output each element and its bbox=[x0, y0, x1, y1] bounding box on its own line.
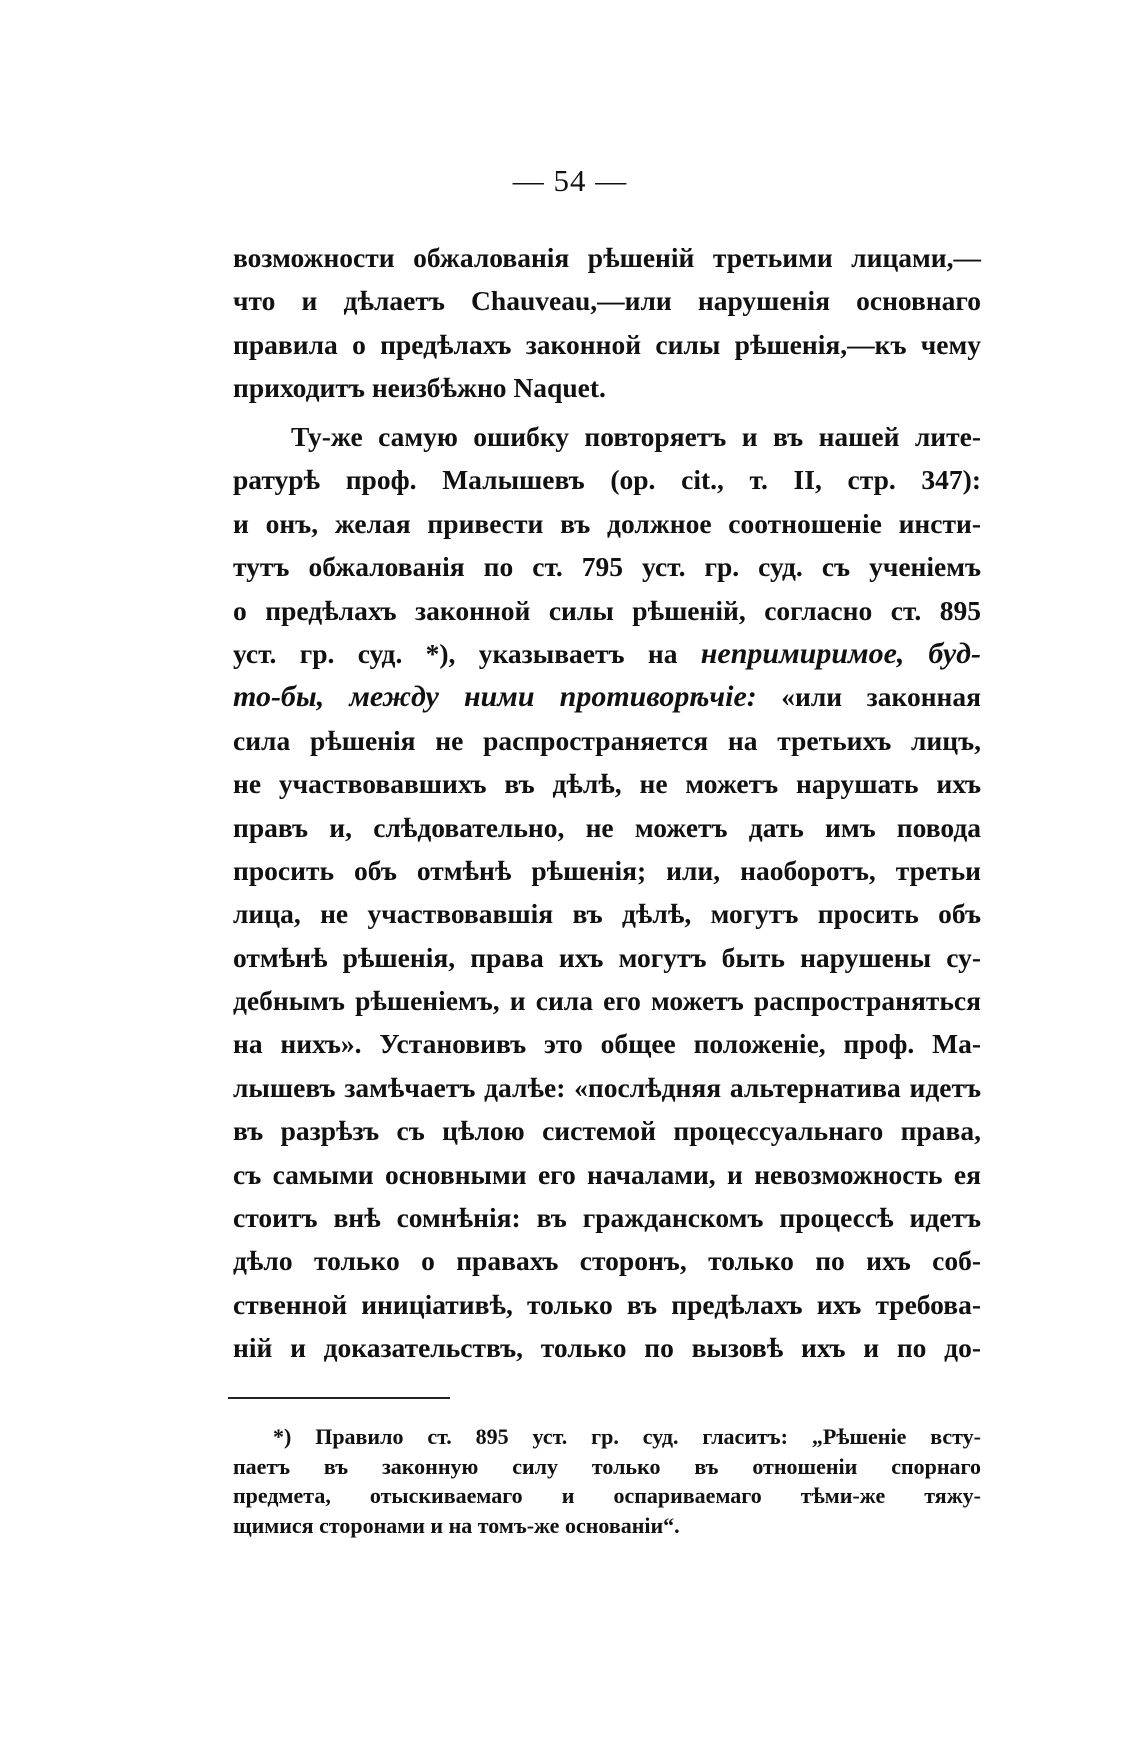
text-line: лышевъ замѣчаетъ далѣе: «послѣдняя альтернатива идетъ bbox=[233, 1071, 981, 1103]
text-line: на нихъ». Установивъ это общее положеніе, проф. Ма- bbox=[233, 1028, 981, 1060]
text-run: «или законная bbox=[756, 681, 982, 713]
text-line: ственной иниціативѣ, только въ предѣлахъ ихъ требова- bbox=[233, 1288, 981, 1320]
text-line: дѣло только о правахъ сторонъ, только по ихъ соб- bbox=[233, 1245, 981, 1277]
text-line bbox=[233, 632, 981, 675]
footnote-line: щимися сторонами и на томъ-же основаніи“. bbox=[233, 1512, 680, 1538]
text-line: и онъ, желая привести въ должное соотношеніе инсти- bbox=[233, 507, 981, 539]
text-line: ній и доказательствъ, только по вызовѣ ихъ и по до- bbox=[233, 1332, 981, 1364]
text-line: дебнымъ рѣшеніемъ, и сила его можетъ распространяться bbox=[233, 985, 981, 1017]
text-line: стоитъ внѣ сомнѣнія: въ гражданскомъ процессѣ идетъ bbox=[233, 1202, 981, 1234]
text-line: что и дѣлаетъ Chauveau,—или нарушенія основнаго bbox=[233, 285, 981, 317]
text-run: уст. гр. суд. *), указываетъ на bbox=[233, 637, 701, 669]
footnote-line: паетъ въ законную силу только въ отношеніи спорнаго bbox=[233, 1453, 981, 1479]
paragraph-1 bbox=[233, 236, 981, 410]
emphasized-text: то-бы, между ними противорѣчіе: bbox=[233, 680, 757, 714]
text-line: отмѣнѣ рѣшенія, права ихъ могутъ быть нарушены су- bbox=[233, 941, 981, 973]
paragraph-2 bbox=[233, 415, 981, 1370]
text-line: лица, не участвовавшія въ дѣлѣ, могутъ просить объ bbox=[233, 898, 981, 930]
text-line: Ту-же самую ошибку повторяетъ и въ нашей лите- bbox=[291, 421, 981, 452]
text-line: тутъ обжалованія по ст. 795 уст. гр. суд. съ ученіемъ bbox=[233, 551, 981, 583]
text-line: правъ и, слѣдовательно, не можетъ дать имъ повода bbox=[233, 811, 981, 843]
text-line: приходитъ неизбѣжно Naquet. bbox=[233, 372, 606, 404]
text-line: правила о предѣлахъ законной силы рѣшенія,—къ чему bbox=[233, 328, 981, 360]
text-line: въ разрѣзъ съ цѣлою системой процессуальнаго права, bbox=[233, 1115, 981, 1147]
emphasized-text: непримиримое, буд- bbox=[700, 636, 982, 670]
text-line: возможности обжалованія рѣшеній третьими лицами,— bbox=[233, 242, 981, 273]
text-line: просить объ отмѣнѣ рѣшенія; или, наоборотъ, третьи bbox=[233, 854, 981, 886]
text-line: съ самыми основными его началами, и невозможность ея bbox=[233, 1158, 981, 1190]
footnote-line: предмета, отыскиваемаго и оспариваемаго тѣми-же тяжу- bbox=[233, 1483, 981, 1508]
text-line bbox=[233, 675, 981, 718]
text-line: сила рѣшенія не распространяется на третьихъ лицъ, bbox=[233, 724, 981, 756]
footnote-divider bbox=[228, 1397, 450, 1399]
text-line: ратурѣ проф. Малышевъ (op. cit., т. II, стр. 347): bbox=[233, 464, 981, 496]
text-line: не участвовавшихъ въ дѣлѣ, не можетъ нарушать ихъ bbox=[233, 768, 981, 800]
footnote-line: *) Правило ст. 895 уст. гр. суд. гласитъ: „Рѣшеніе всту- bbox=[273, 1424, 981, 1449]
text-line: о предѣлахъ законной силы рѣшеній, согласно ст. 895 bbox=[233, 594, 981, 626]
page-number: — 54 — bbox=[512, 163, 628, 198]
footnote bbox=[233, 1422, 981, 1540]
